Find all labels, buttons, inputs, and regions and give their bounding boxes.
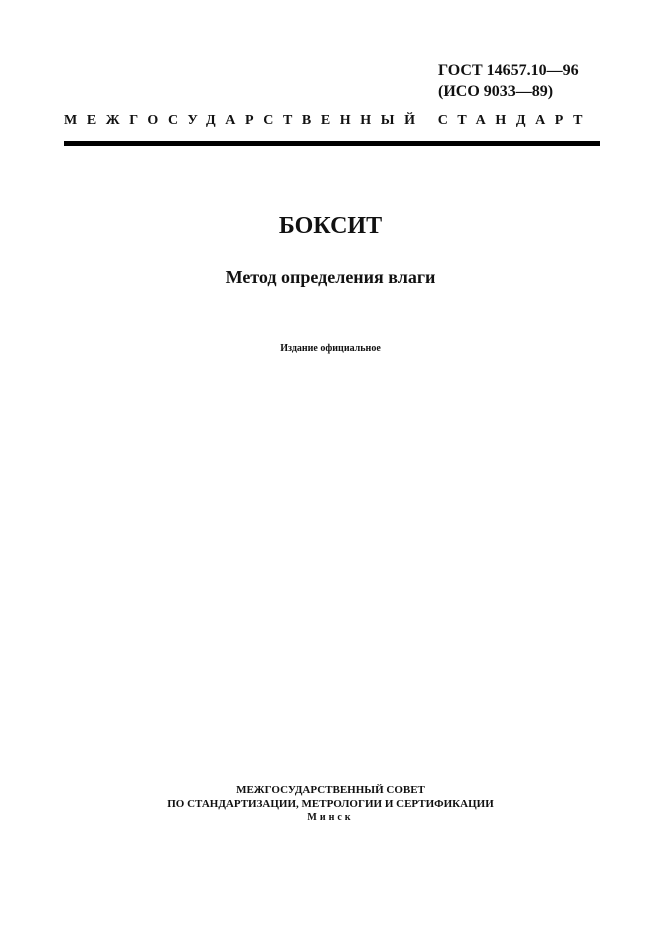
standard-number: ГОСТ 14657.10—96 <box>438 62 579 79</box>
standard-designation <box>438 60 579 102</box>
iso-reference: (ИСО 9033—89) <box>438 83 554 100</box>
edition-note: Издание официальное <box>280 343 381 354</box>
publisher-line-2: ПО СТАНДАРТИЗАЦИИ, МЕТРОЛОГИИ И СЕРТИФИКАЦИИ <box>167 798 494 810</box>
publisher-city: Минск <box>307 812 354 823</box>
publisher-block <box>0 783 661 825</box>
document-title: БОКСИТ <box>278 213 383 239</box>
standard-type-heading: МЕЖГОСУДАРСТВЕННЫЙ СТАНДАРТ <box>64 113 593 128</box>
publisher-line-1: МЕЖГОСУДАРСТВЕННЫЙ СОВЕТ <box>236 784 425 796</box>
document-subtitle: Метод определения влаги <box>225 267 436 287</box>
header-divider <box>64 141 600 146</box>
